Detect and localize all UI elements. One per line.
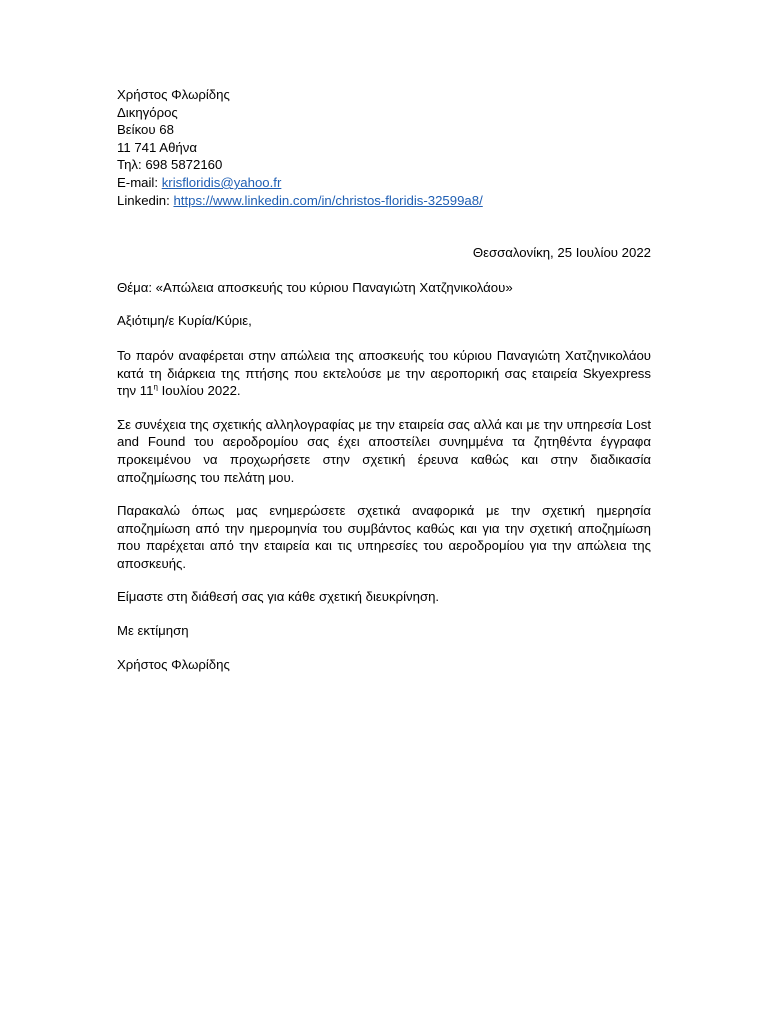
letter-subject: Θέμα: «Απώλεια αποσκευής του κύριου Παναγιώτη Χατζηνικολάου» — [117, 279, 513, 295]
email-label: E-mail: — [117, 174, 162, 190]
paragraph-4: Είμαστε στη διάθεσή σας για κάθε σχετική διευκρίνηση. — [117, 589, 440, 605]
letter-closing: Με εκτίμηση — [117, 623, 189, 639]
linkedin-link[interactable]: https://www.linkedin.com/in/christos-floridis-32599a8/ — [173, 192, 483, 208]
paragraph-1-tail: Ιουλίου 2022. — [157, 383, 241, 399]
ordinal-superscript: η — [153, 382, 158, 392]
sender-linkedin-line — [117, 192, 651, 210]
letter-page — [117, 86, 651, 673]
sender-email-line — [117, 174, 651, 192]
letter-date: Θεσσαλονίκη, 25 Ιουλίου 2022 — [472, 245, 651, 261]
sender-name: Χρήστος Φλωρίδης — [117, 87, 230, 102]
linkedin-label: Linkedin: — [117, 192, 174, 208]
letter-signature: Χρήστος Φλωρίδης — [117, 656, 230, 672]
sender-phone: Τηλ: 698 5872160 — [117, 157, 223, 173]
paragraph-3: Παρακαλώ όπως μας ενημερώσετε σχετικά αναφορικά με την σχετική ημερησία αποζημίωση από την ημερομηνία του συμβάντος καθώς και για την σχετική αποζημίωση που παρέχεται από την εταιρεία και τις υπηρεσίες του αεροδρομίου για την απώλεια της αποσκευής. — [117, 503, 651, 571]
paragraph-2: Σε συνέχεια της σχετικής αλληλογραφίας με την εταιρεία σας αλλά και με την υπηρεσία Lost and Found του αεροδρομίου σας έχει αποστείλει συνημμένα τα ζητηθέντα έγγραφα προκειμένου να προχωρήσετε στην σχετική έρευνα καθώς και στην διαδικασία αποζημίωσης του πελάτη μου. — [117, 416, 651, 485]
sender-profession: Δικηγόρος — [117, 104, 178, 120]
sender-block — [117, 86, 651, 209]
sender-street: Βείκου 68 — [117, 122, 174, 138]
paragraph-1 — [117, 347, 651, 400]
paragraph-1-text: Το παρόν αναφέρεται στην απώλεια της αποσκευής του κύριου Παναγιώτη Χατζηνικολάου κατά τη διάρκεια της πτήσης που εκτελούσε με την αεροπορική σας εταιρεία Skyexpress την 11 — [117, 347, 651, 399]
letter-greeting: Αξιότιμη/ε Κυρία/Κύριε, — [117, 313, 252, 329]
email-link[interactable]: krisfloridis@yahoo.fr — [161, 174, 282, 190]
sender-city: 11 741 Αθήνα — [117, 139, 197, 155]
